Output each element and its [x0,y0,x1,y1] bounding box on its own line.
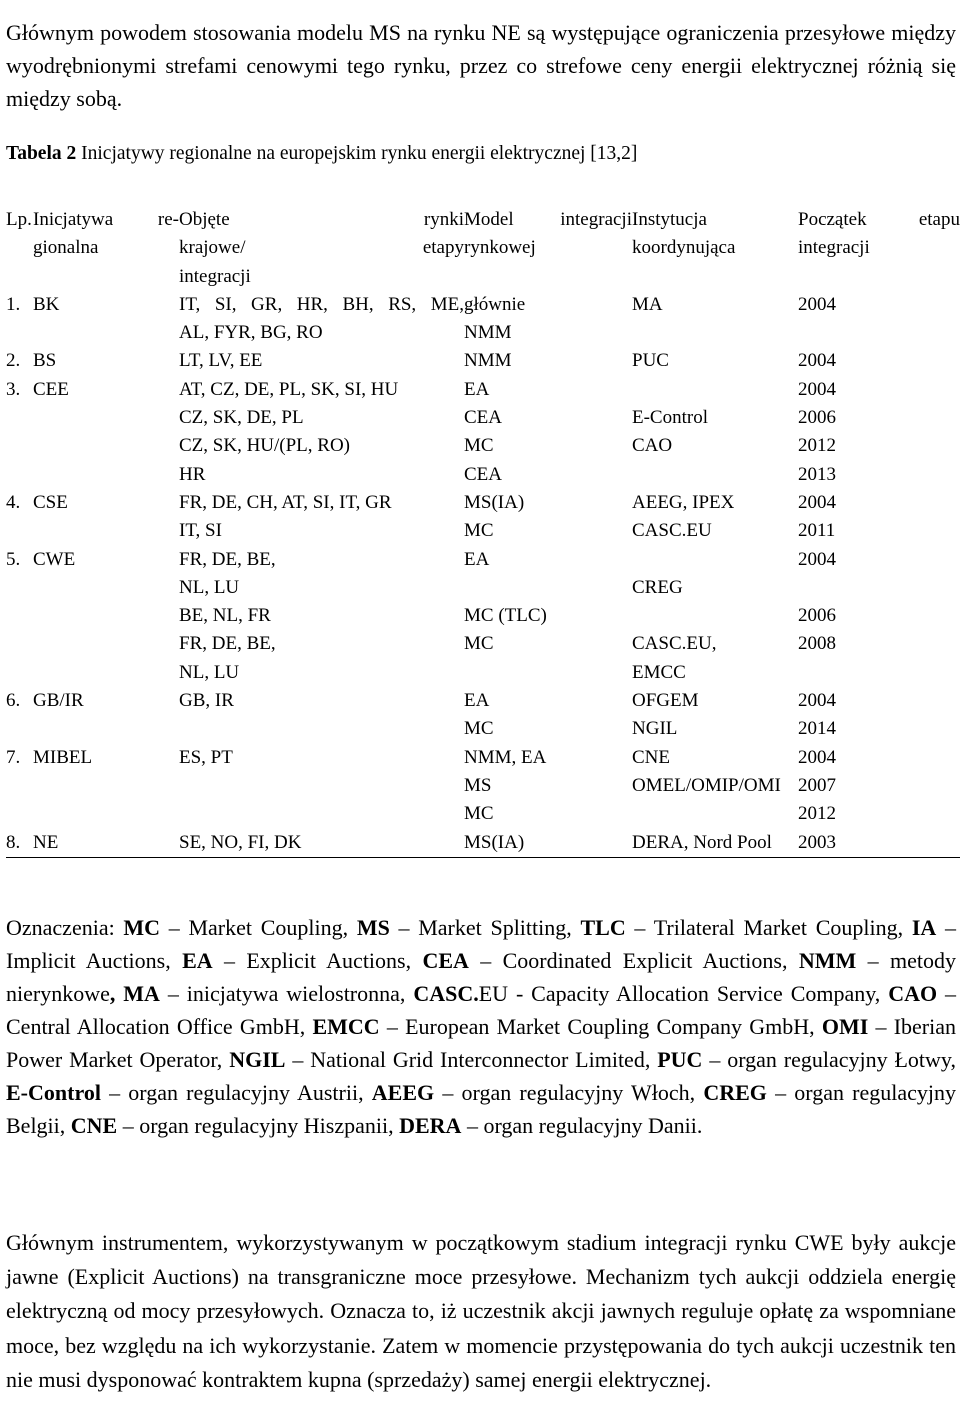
institution-line: DERA, Nord Pool [632,831,772,853]
markets-cell [179,772,464,800]
header-line: Instytucja [632,209,707,230]
start-year-cell: 2004 [798,746,836,768]
model-cell [464,432,632,460]
legend-abbr: CREG [703,1080,767,1105]
initiative-name: BS [33,350,57,372]
header-initiative [33,206,179,291]
header-line: integracji [179,265,251,287]
legend-desc: – organ regulacyjny Austrii, [100,1080,372,1105]
institution-line [632,800,798,828]
institution-cell [632,291,798,348]
markets-cell [179,546,464,603]
markets-line: FR, DE, BE, [179,548,276,570]
markets-line: IT, SI [179,520,222,542]
legend-abbr: E-Control [6,1080,101,1105]
start-year-cell: 2012 [798,435,836,457]
legend-desc: – organ regulacyjny Belgii, [6,1080,957,1138]
model-cell [464,517,632,545]
markets-line: BE, NL, FR [179,605,271,627]
model-line: EA [464,378,490,400]
model-line: NMM, EA [464,746,547,768]
institution-line [632,546,798,574]
markets-line: HR [179,463,206,485]
legend-abbr: CASC. [413,981,479,1006]
institution-cell [632,800,798,828]
markets-cell [179,489,464,517]
header-line: rynkowej [464,237,536,259]
markets-cell [179,291,464,348]
markets-line: FR, DE, CH, AT, SI, IT, GR [179,491,392,513]
initiative-name: CSE [33,491,68,513]
header-markets [179,206,464,291]
start-year-cell: 2011 [798,520,836,542]
start-year-cell: 2007 [798,774,836,796]
legend-abbr: OMI [821,1014,869,1039]
model-line: MC [464,803,494,825]
header-start [798,206,960,291]
row-number: 7. [6,746,21,768]
markets-cell [179,687,464,715]
header-line: krajowe/ etapy [179,237,464,259]
model-cell [464,489,632,517]
markets-line: SE, NO, FI, DK [179,831,302,853]
row-number: 1. [6,293,21,315]
table-row [6,291,960,348]
institution-line: CNE [632,746,670,768]
markets-cell [179,404,464,432]
institution-line: OMEL/OMIP/OMI [632,774,781,796]
start-year-cell: 2003 [798,829,960,858]
legend-abbr: MS [356,915,390,940]
institution-cell [632,546,798,603]
row-number: 4. [6,491,21,513]
markets-line: LT, LV, EE [179,350,263,372]
table-row [6,744,960,772]
model-cell [464,829,632,858]
legend-prefix: Oznaczenia: [6,915,124,940]
header-line: Początek etapu [798,209,960,230]
model-line: NMM [464,350,512,372]
legend-abbr: PUC [657,1047,703,1072]
initiative-name: MIBEL [33,746,93,768]
model-line: MC [464,435,494,457]
legend-desc: EU - Capacity Allocation Service Company, [478,981,889,1006]
row-number: 5. [6,548,21,570]
legend-desc: – Implicit Auctions, [6,915,957,973]
table-row [6,489,960,517]
legend-desc: – National Grid Interconnector Limited, [285,1047,658,1072]
institution-cell [632,687,798,715]
model-cell [464,630,632,687]
model-line: głównie [464,293,526,315]
table-row [6,347,960,375]
legend-paragraph [6,911,956,1142]
model-line: CEA [464,463,502,485]
model-line: MC [464,633,494,655]
model-cell [464,461,632,489]
legend-abbr: , MA [109,981,160,1006]
table-caption-text: Inicjatywy regionalne na europejskim rynku energii elektrycznej [13,2] [76,143,638,164]
header-line: integracji [798,237,870,259]
institution-cell [632,347,798,375]
row-number: 6. [6,690,21,712]
legend-desc: – Explicit Auctions, [212,948,423,973]
model-cell [464,602,632,630]
legend-abbr: DERA [399,1113,462,1138]
legend-abbr: NMM [798,948,857,973]
institution-line: AEEG, IPEX [632,491,735,513]
institution-line: CREG [632,576,683,598]
institution-cell [632,517,798,545]
markets-line: AL, FYR, BG, RO [179,322,323,344]
start-year-cell: 2014 [798,718,836,740]
model-line: MS(IA) [464,491,525,513]
institution-line: CAO [632,435,673,457]
start-year-cell: 2004 [798,690,836,712]
markets-line: CZ, SK, DE, PL [179,407,304,429]
markets-cell [179,432,464,460]
model-line: MC [464,718,494,740]
legend-desc: – Trilateral Market Coupling, [625,915,912,940]
row-number: 3. [6,378,21,400]
model-cell [464,404,632,432]
header-line: gionalna [33,237,99,259]
institution-line: CASC.EU, [632,633,717,655]
legend-abbr: CNE [70,1113,118,1138]
regional-initiatives-table [6,206,960,858]
institution-cell [632,404,798,432]
institution-cell [632,376,798,404]
start-year-cell: 2013 [798,463,836,485]
legend-abbr: CEA [422,948,469,973]
table-row [6,829,960,858]
markets-cell [179,517,464,545]
header-line: Objęte rynki [179,209,464,230]
model-line: EA [464,690,490,712]
model-cell [464,772,632,800]
model-line: MS(IA) [464,831,525,853]
model-cell [464,687,632,715]
markets-line: AT, CZ, DE, PL, SK, SI, HU [179,378,399,400]
markets-cell [179,744,464,772]
row-number: 2. [6,350,21,372]
model-cell [464,744,632,772]
institution-cell [632,630,798,687]
model-line: MS [464,774,492,796]
institution-cell [632,829,798,858]
institution-line [632,376,798,404]
institution-line: EMCC [632,661,686,683]
model-line: NMM [464,322,512,344]
institution-cell [632,772,798,800]
legend-desc: – organ regulacyjny Łotwy, [702,1047,956,1072]
markets-cell [179,602,464,630]
initiative-name: CWE [33,548,76,570]
markets-cell [179,800,464,828]
institution-line: PUC [632,350,669,372]
legend-abbr: EA [182,948,213,973]
institution-line: E-Control [632,407,708,429]
model-cell [464,347,632,375]
markets-line: NL, LU [179,576,240,598]
markets-line: GB, IR [179,690,234,712]
table-caption-label: Tabela 2 [6,143,77,164]
model-cell [464,715,632,743]
model-line: MC (TLC) [464,605,547,627]
header-lp: Lp. [6,209,32,230]
start-year-cell: 2008 [798,633,836,655]
markets-cell [179,829,464,858]
institution-line [632,602,798,630]
table-caption [6,140,637,168]
table-row [6,687,960,715]
markets-line: FR, DE, BE, [179,633,276,655]
initiative-name: NE [33,829,179,858]
institution-cell [632,489,798,517]
institution-cell [632,432,798,460]
institution-cell [632,744,798,772]
legend-desc: – European Market Coupling Company GmbH, [379,1014,822,1039]
legend-desc: – Central Allocation Office GmbH, [6,981,957,1039]
table-header-row [6,206,960,291]
markets-line: IT, SI, GR, HR, BH, RS, ME, [179,293,464,315]
legend-desc: – Iberian Power Market Operator, [6,1014,957,1072]
legend-desc: – inicjatywa wielostronna, [159,981,414,1006]
markets-cell [179,347,464,375]
start-year-cell: 2006 [798,605,836,627]
institution-line [632,461,798,489]
initiative-name: CEE [33,378,69,400]
markets-cell [179,715,464,743]
institution-line: CASC.EU [632,520,712,542]
markets-line: NL, LU [179,661,240,683]
table-row [6,376,960,404]
legend-desc: – organ regulacyjny Danii. [461,1113,703,1138]
model-line: MC [464,520,494,542]
header-line: koordynująca [632,237,736,259]
header-line: Inicjatywa re- [33,209,179,230]
start-year-cell: 2006 [798,407,836,429]
intro-paragraph: Głównym powodem stosowania modelu MS na rynku NE są występujące ograniczenia przesyłowe między wyodrębnionymi strefami cenowymi tego rynku, przez co strefowe ceny energii elektrycznej różnią się między sobą. [6,20,956,111]
model-line: EA [464,548,490,570]
legend-abbr: TLC [580,915,626,940]
institution-cell [632,602,798,630]
initiative-name: BK [33,293,60,315]
model-line: CEA [464,407,502,429]
closing-paragraph: Głównym instrumentem, wykorzystywanym w początkowym stadium integracji rynku CWE były aukcje jawne (Explicit Auctions) na transgraniczne moce przesyłowe. Mechanizm tych aukcji oddziela energię elektryczną od mocy przesyłowych. Oznacza to, iż uczestnik akcji jawnych reguluje opłatę za wspomniane moce, bez względu na ich wykorzystanie. Zatem w momencie przystępowania do tych aukcji uczestnik ten nie musi dysponować kontraktem kupna (sprzedaży) samej energii elektrycznej. [6,1230,956,1392]
start-year-cell: 2004 [798,350,836,372]
model-cell [464,800,632,828]
institution-cell [632,715,798,743]
institution-line: MA [632,293,663,315]
model-cell [464,376,632,404]
initiative-name: GB/IR [33,690,84,712]
legend-desc: – Market Splitting, [389,915,581,940]
markets-cell [179,630,464,687]
header-line: Model integracji [464,209,632,230]
row-number: 8. [6,829,33,858]
start-year-cell: 2004 [798,548,836,570]
markets-cell [179,461,464,489]
model-cell [464,291,632,348]
header-institution [632,206,798,291]
institution-line: NGIL [632,718,678,740]
legend-desc: – organ regulacyjny Hiszpanii, [117,1113,400,1138]
markets-line: ES, PT [179,746,233,768]
markets-cell [179,376,464,404]
start-year-cell: 2004 [798,378,836,400]
legend-abbr: AEEG [371,1080,435,1105]
model-cell [464,546,632,603]
markets-line: CZ, SK, HU/(PL, RO) [179,435,351,457]
legend-desc: – organ regulacyjny Włoch, [434,1080,704,1105]
legend-abbr: MC [123,915,161,940]
start-year-cell: 2004 [798,491,836,513]
legend-desc: – Market Coupling, [160,915,357,940]
legend-abbr: CAO [888,981,938,1006]
table-row [6,546,960,603]
legend-desc: – metody nierynkowe [6,948,956,1006]
legend-abbr: EMCC [312,1014,380,1039]
start-year-cell: 2004 [798,293,836,315]
legend-desc: – Coordinated Explicit Auctions, [468,948,799,973]
header-model [464,206,632,291]
start-year-cell: 2012 [798,803,836,825]
legend-abbr: IA [911,915,937,940]
institution-line: OFGEM [632,690,699,712]
institution-cell [632,461,798,489]
legend-abbr: NGIL [229,1047,286,1072]
